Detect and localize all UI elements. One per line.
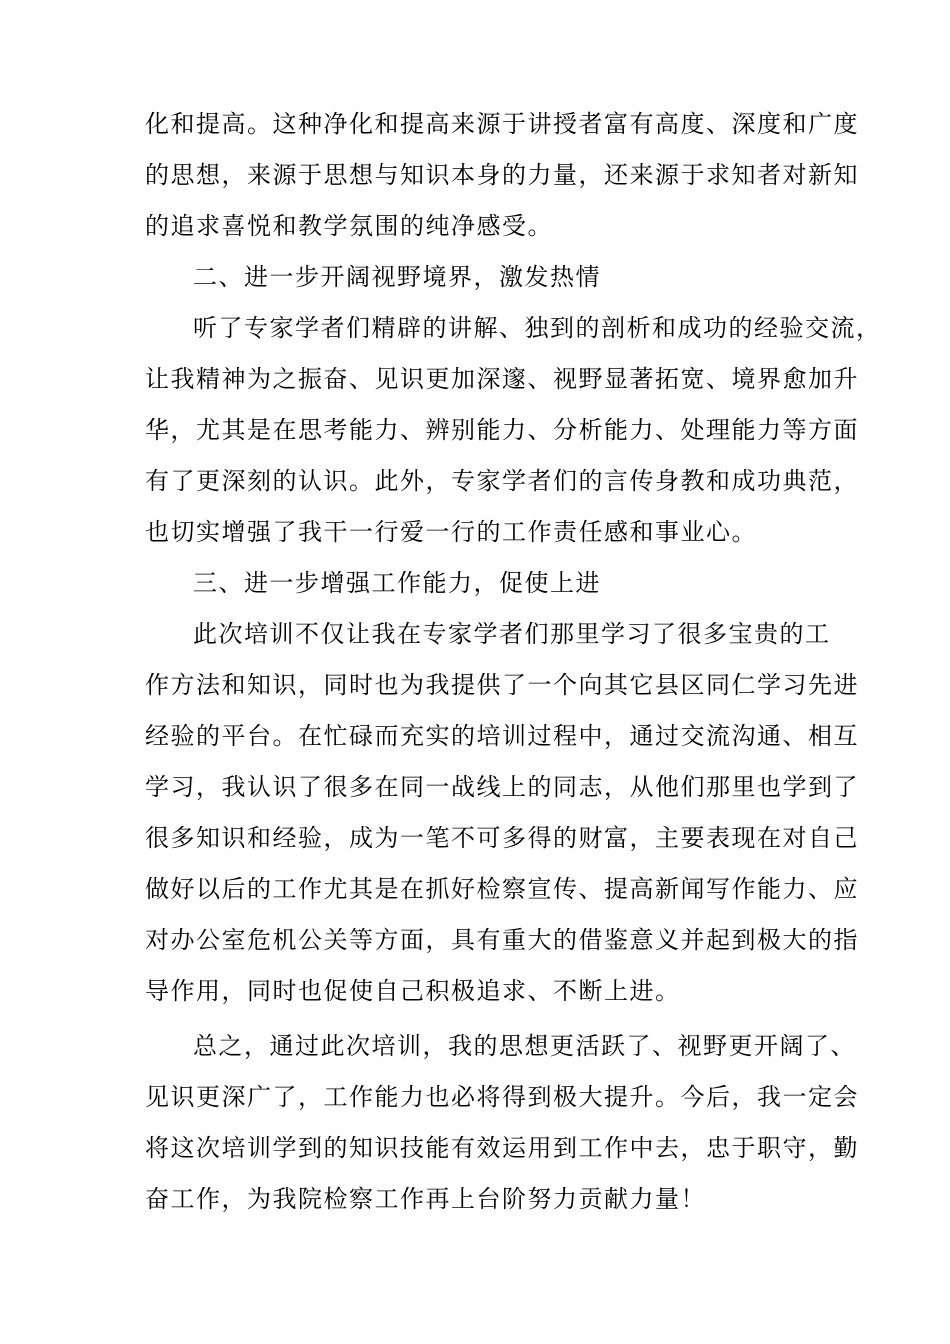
text-line: 见识更深广了，工作能力也必将得到极大提升。今后，我一定会: [145, 1083, 859, 1111]
text-line: 听了专家学者们精辟的讲解、独到的剖析和成功的经验交流，: [193, 314, 882, 342]
document-text: [145, 99, 882, 1225]
text-line: 对办公室危机公关等方面，具有重大的借鉴意义并起到极大的指: [145, 926, 859, 954]
text-line: 华，尤其是在思考能力、辨别能力、分析能力、处理能力等方面: [145, 416, 859, 444]
text-line: 也切实增强了我干一行爱一行的工作责任感和事业心。: [145, 518, 757, 546]
text-line: 此次培训不仅让我在专家学者们那里学习了很多宝贵的工: [193, 620, 831, 648]
text-line: 学习，我认识了很多在同一战线上的同志，从他们那里也学到了: [145, 773, 859, 801]
text-line: 的思想，来源于思想与知识本身的力量，还来源于求知者对新知: [145, 161, 859, 189]
text-line: 的追求喜悦和教学氛围的纯净感受。: [145, 212, 553, 240]
text-line: 很多知识和经验，成为一笔不可多得的财富，主要表现在对自己: [145, 824, 859, 852]
text-line: 总之，通过此次培训，我的思想更活跃了、视野更开阔了、: [193, 1032, 856, 1060]
text-line: 让我精神为之振奋、见识更加深邃、视野显著拓宽、境界愈加升: [145, 365, 859, 393]
text-line: 三、进一步增强工作能力，促使上进: [193, 569, 601, 597]
text-line: 导作用，同时也促使自己积极追求、不断上进。: [145, 977, 681, 1005]
text-line: 奋工作，为我院检察工作再上台阶努力贡献力量！: [145, 1185, 706, 1213]
text-line: 化和提高。这种净化和提高来源于讲授者富有高度、深度和广度: [145, 110, 859, 138]
text-line: 经验的平台。在忙碌而充实的培训过程中，通过交流沟通、相互: [145, 722, 859, 750]
document-body: [145, 99, 882, 1225]
text-line: 将这次培训学到的知识技能有效运用到工作中去，忠于职守，勤: [145, 1134, 859, 1162]
text-line: 二、进一步开阔视野境界，激发热情: [193, 263, 601, 291]
text-line: 做好以后的工作尤其是在抓好检察宣传、提高新闻写作能力、应: [145, 875, 859, 903]
text-line: 有了更深刻的认识。此外，专家学者们的言传身教和成功典范，: [145, 467, 859, 495]
text-line: 作方法和知识，同时也为我提供了一个向其它县区同仁学习先进: [145, 671, 859, 699]
